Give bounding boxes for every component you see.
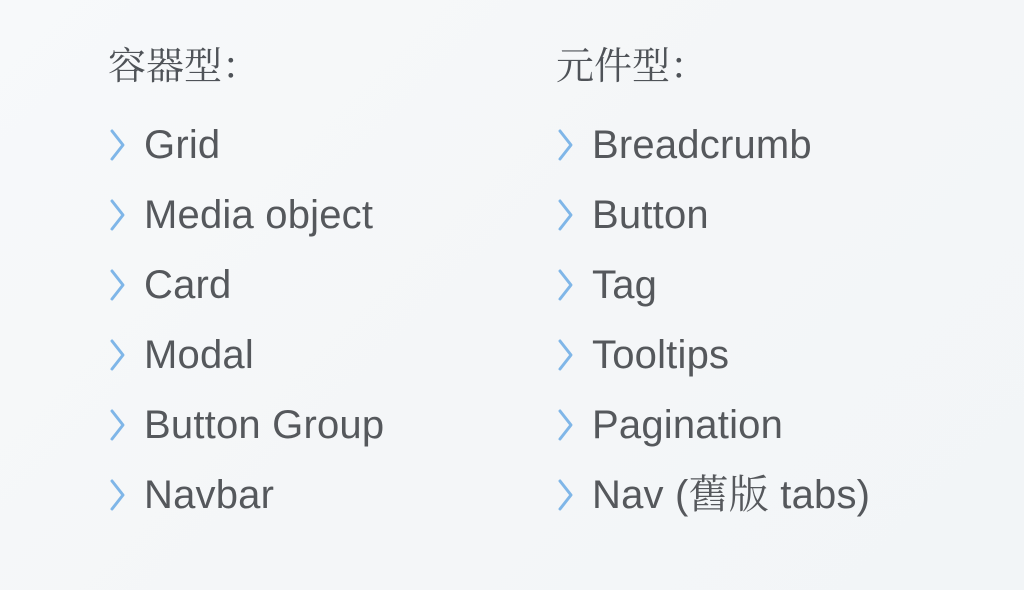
two-column-layout bbox=[0, 44, 1024, 530]
list-item-label: Modal bbox=[144, 332, 254, 377]
list-item-label: Grid bbox=[144, 122, 221, 167]
list-item-label: Button bbox=[592, 192, 709, 237]
list-item-label: Tooltips bbox=[592, 332, 730, 377]
list-item[interactable] bbox=[108, 390, 480, 460]
chevron-right-icon bbox=[556, 265, 582, 305]
list-item-label: Pagination bbox=[592, 402, 784, 447]
chevron-right-icon bbox=[108, 405, 134, 445]
list-item-label: Card bbox=[144, 262, 232, 307]
list-item[interactable] bbox=[556, 180, 1024, 250]
list-item-label: Media object bbox=[144, 192, 374, 237]
list-item[interactable] bbox=[108, 180, 480, 250]
list-item[interactable] bbox=[108, 250, 480, 320]
list-item[interactable] bbox=[108, 110, 480, 180]
list-item[interactable] bbox=[556, 460, 1024, 530]
list-item-label: Breadcrumb bbox=[592, 122, 812, 167]
list-item[interactable] bbox=[556, 390, 1024, 460]
chevron-right-icon bbox=[108, 195, 134, 235]
list-item-label: Button Group bbox=[144, 402, 385, 447]
list-item[interactable] bbox=[108, 460, 480, 530]
column-component-types bbox=[480, 44, 1024, 530]
chevron-right-icon bbox=[108, 125, 134, 165]
column-container-types bbox=[0, 44, 480, 530]
list-item-label: Tag bbox=[592, 262, 658, 307]
chevron-right-icon bbox=[556, 195, 582, 235]
chevron-right-icon bbox=[108, 265, 134, 305]
chevron-right-icon bbox=[556, 335, 582, 375]
chevron-right-icon bbox=[556, 125, 582, 165]
chevron-right-icon bbox=[108, 335, 134, 375]
list-item-label: Navbar bbox=[144, 472, 275, 517]
list-item-label: Nav (舊版 tabs) bbox=[592, 472, 871, 517]
list-item[interactable] bbox=[108, 320, 480, 390]
list-item[interactable] bbox=[556, 250, 1024, 320]
list-item[interactable] bbox=[556, 110, 1024, 180]
chevron-right-icon bbox=[556, 405, 582, 445]
chevron-right-icon bbox=[556, 475, 582, 515]
list-item[interactable] bbox=[556, 320, 1024, 390]
column-title-container-types: 容器型： bbox=[108, 46, 261, 88]
column-title-component-types: 元件型： bbox=[556, 46, 709, 88]
chevron-right-icon bbox=[108, 475, 134, 515]
